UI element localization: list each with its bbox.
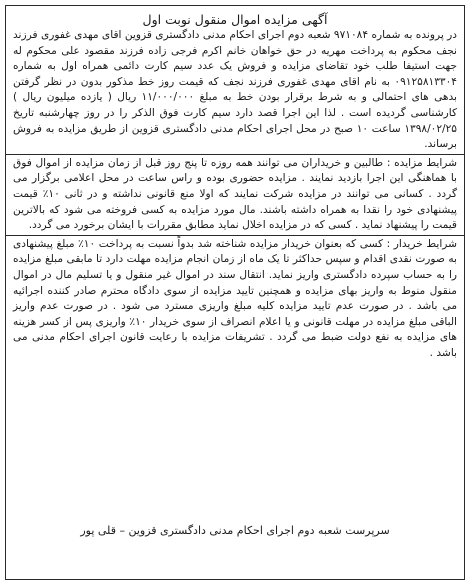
- auction-conditions-paragraph: شرایط مزایده : طالبین و خریداران می توانند همه روزه تا پنج روز قبل از زمان مزایده از اموال فوق با هماهنگی این اجرا بازدید نمایند . مزایده حضوری بوده و راس ساعت در محل اعلامی برگزار می گردد . کسانی می توانند در مزایده شرکت نمایند که اولا منع قانونی نداشته و در ثانی ۱۰٪ قیمت پیشنهادی خود را نقدا به همراه داشته باشند. مال مورد مزایده به کسی فروخته می شود که بالاترین قیمت را پیشنهاد نماید . کسی که در مزایده اخلال نماید مطابق مقررات با ایشان برخورد می گردد.: [13, 156, 457, 232]
- signature-line: سرپرست شعبه دوم اجرای احکام مدنی دادگستری قزوین – قلی پور: [80, 524, 390, 537]
- buyer-conditions-paragraph: شرایط خریدار : کسی که بعنوان خریدار مزایده شناخته شد بدواً نسبت به پرداخت ۱۰٪ مبلغ پیشنهادی به صورت نقدی اقدام و سپس حداکثر تا یک ماه از زمان انجام مزایده مهلت دارد تا مابقی مبلغ مزایده را به حساب سپرده دادگستری واریز نماید. انتقال سند در اموال غیر منقول و یا تسلیم مال در اموال منقول منوط به واریز بهای مزایده و همچنین تایید مزایده از سوی دادگاه محترم صادر کننده اجرائیه می باشد . در صورت عدم تایید مزایده کلیه مبلغ واریزی مسترد می شود . در صورت عدم واریز الباقی مبلغ مزایده در مهلت قانونی و یا اعلام انصراف از سوی خریدار ۱۰٪ واریزی پس از کسر هزینه های مزایده به نفع دولت ضبط می گردد . تشریفات مزایده با رعایت قانون اجرای احکام مدنی می باشد .: [13, 237, 457, 359]
- section-divider: [6, 235, 464, 236]
- notice-body: [13, 28, 457, 361]
- case-paragraph: در پرونده به شماره ۹۷۱۰۸۴ شعبه دوم اجرای احکام مدنی دادگستری قزوین اقای مهدی غفوری فرزند نجف محکوم به پرداخت مهریه در حق خواهان خانم اکرم فرجی زاده فرزند مقصود علی محکوم له جهت استیفا طلب خود تقاضای مزایده و فروش یک عدد سیم کارت دائمی همراه اول به شماره ۰۹۱۲۵۸۱۳۳۰۴ به نام اقای مهدی غفوری فرزند نجف که قیمت روز خط مذکور بدون در نظر گرفتن بدهی های احتمالی و به شرط برقرار بودن خط به مبلغ ۱۱/۰۰۰/۰۰۰ ریال ( یازده میلیون ریال ) کارشناسی گردیده است . لذا این اجرا قصد دارد سیم کارت فوق الذکر را در روز چهارشنبه تاریخ ۱۳۹۸/۰۲/۲۵ ساعت ۱۰ صبح در محل اجرای احکام مدنی دادگستری قزوین از طریق مزایده به فروش برساند.: [13, 29, 458, 151]
- notice-title: آگهی مزایده اموال منقول نوبت اول: [142, 12, 328, 27]
- notice-frame: [5, 5, 465, 580]
- section-divider: [6, 154, 464, 155]
